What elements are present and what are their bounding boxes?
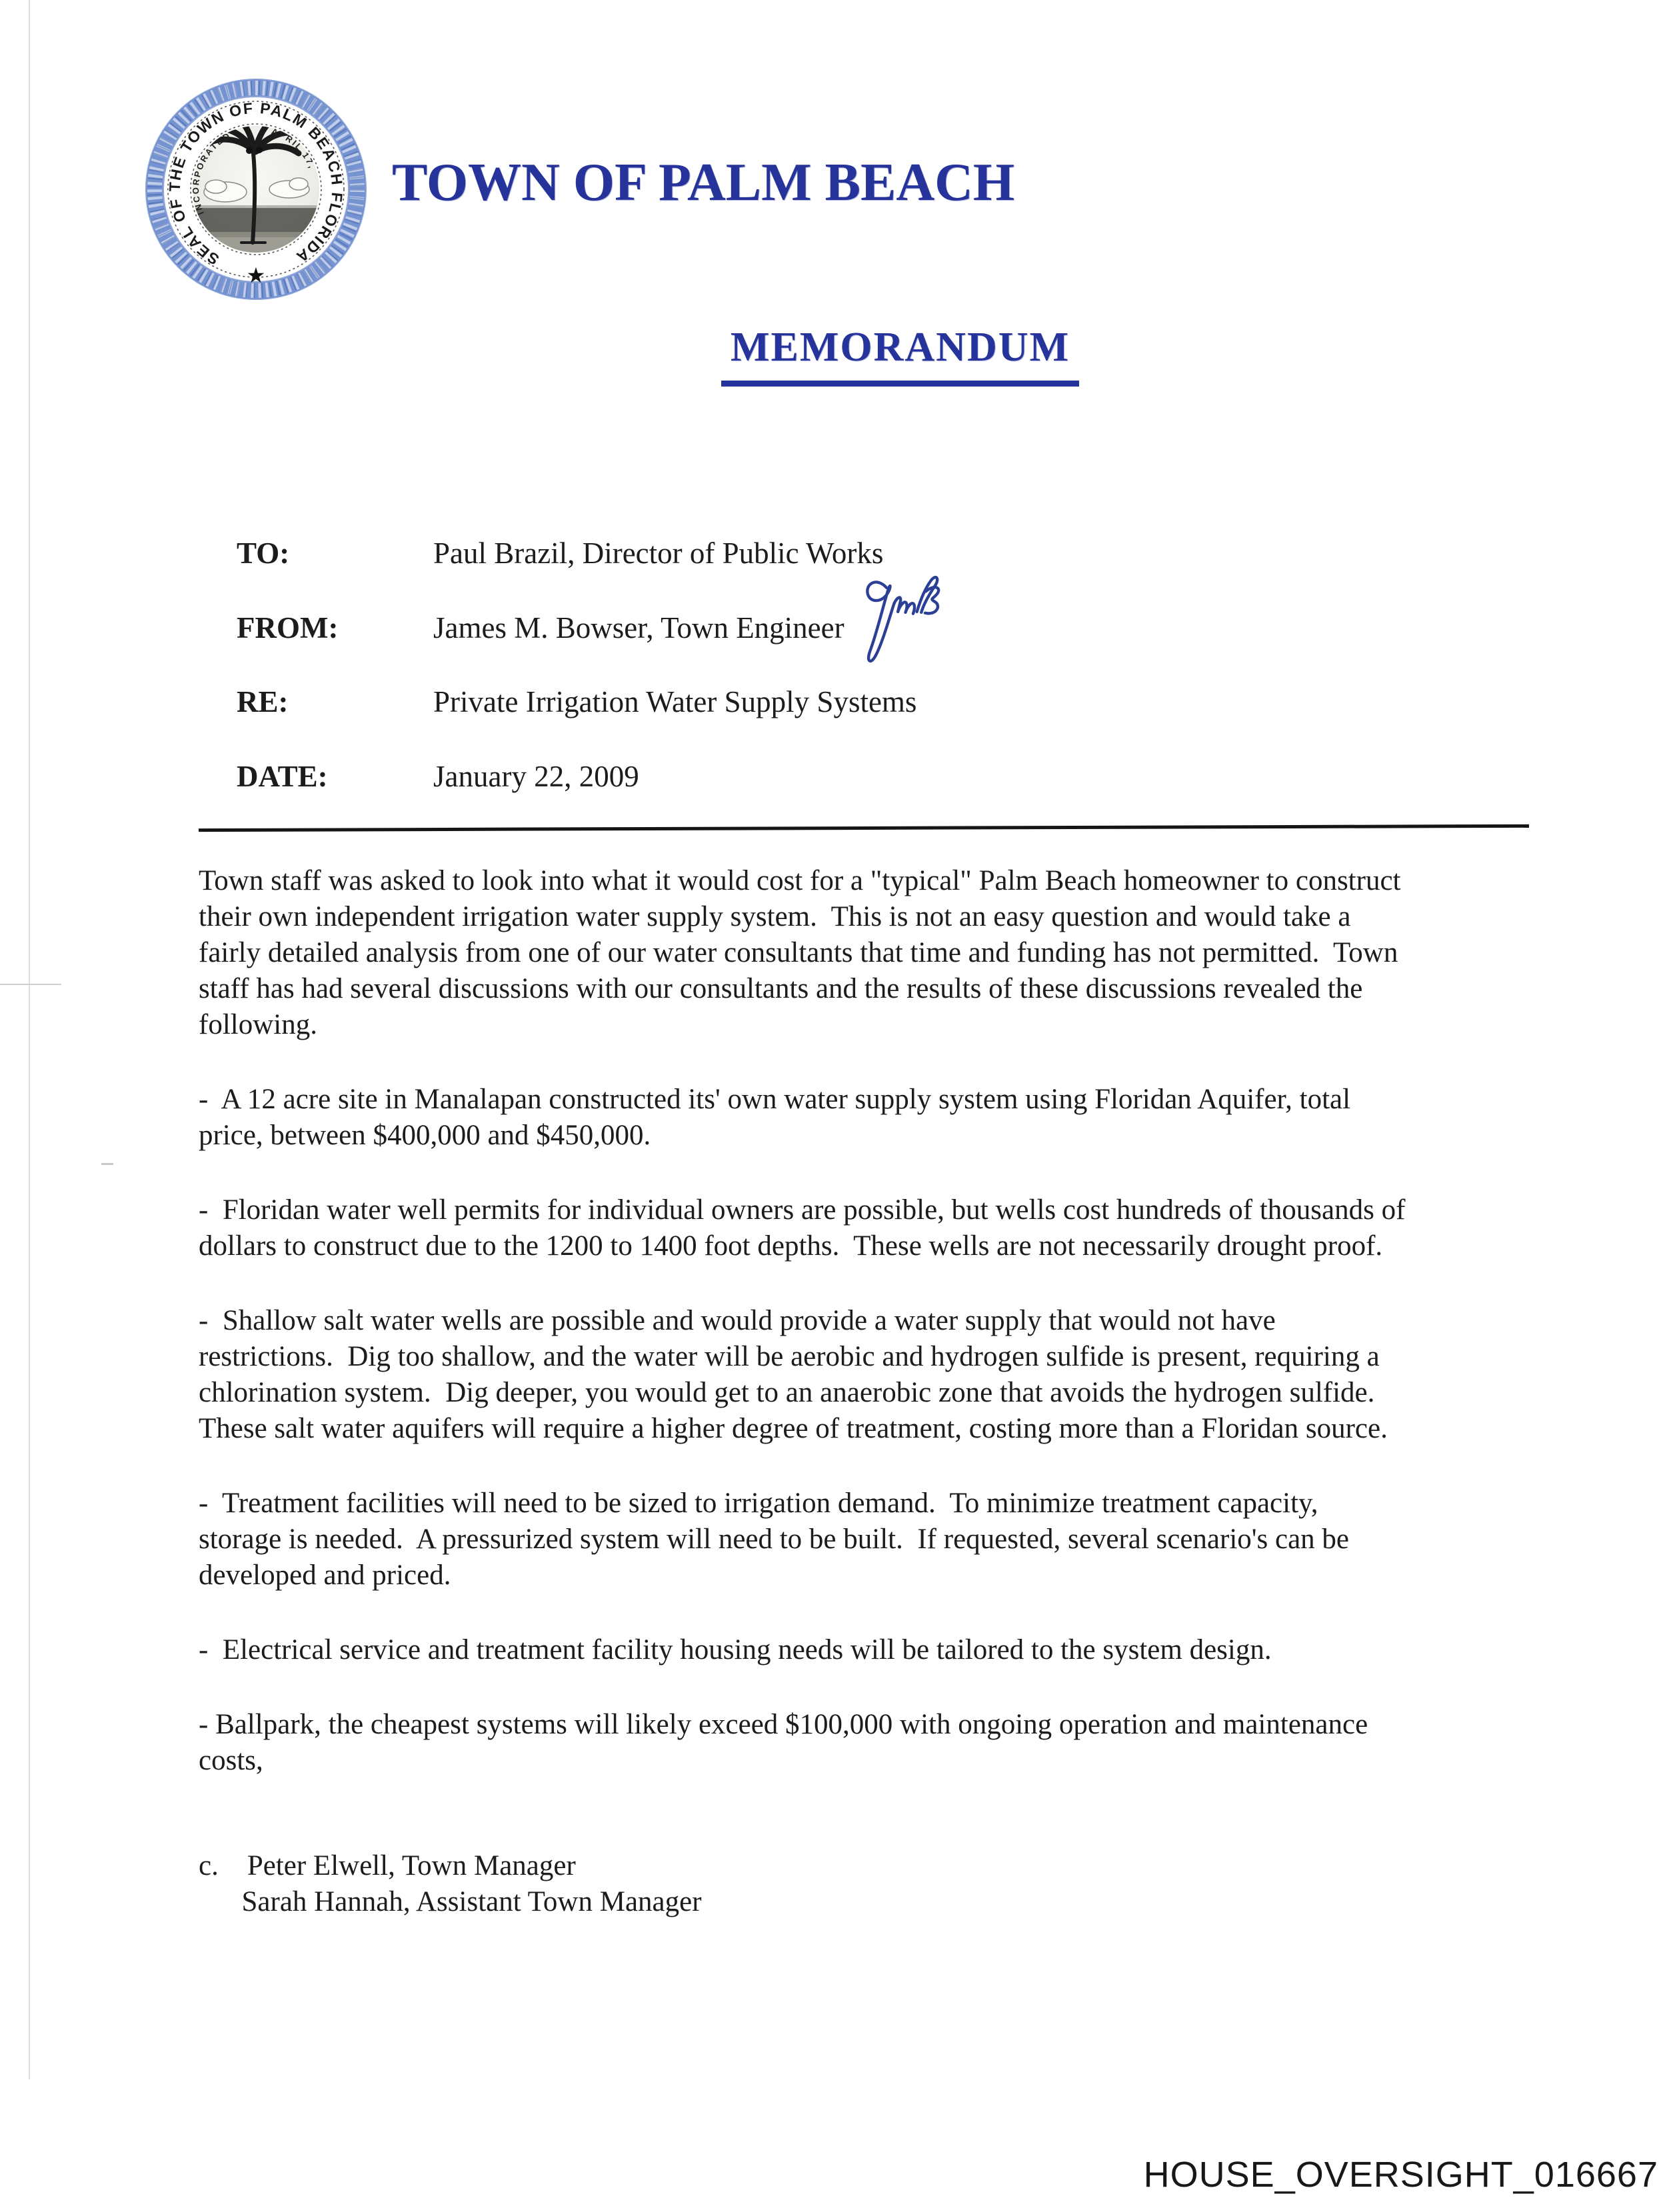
scan-artifact-vertical-line bbox=[29, 0, 30, 2079]
bates-number: HOUSE_OVERSIGHT_016667 bbox=[1143, 2155, 1658, 2195]
memo-title-wrap bbox=[721, 324, 1079, 387]
org-title: TOWN OF PALM BEACH bbox=[392, 153, 1015, 212]
seal-april-text: APRIL 17, bbox=[270, 126, 318, 171]
seal-ring-text: SEAL OF THE TOWN OF PALM BEACH FLORIDA bbox=[165, 99, 347, 269]
bullet-manalapan: - A 12 acre site in Manalapan constructed its' own water supply system using Floridan Aquifer, total price, between $400,000 and $450,000. bbox=[199, 1084, 1351, 1151]
memo-header-fields bbox=[237, 537, 916, 834]
scan-artifact-dash bbox=[101, 1163, 113, 1165]
re-row bbox=[237, 686, 916, 719]
from-value: James M. Bowser, Town Engineer bbox=[433, 610, 844, 644]
bullet-shallow-wells: - Shallow salt water wells are possible and would provide a water supply that would not have restrictions. Dig too shallow, and the water will be aerobic and hydrogen sulfide is present, requiring a chlorination system. Dig deeper, you would get to an anaerobic zone that avoids the hydrogen sulfide. These salt water aquifers will require a higher degree of treatment, costing more than a Floridan source. bbox=[199, 1305, 1388, 1444]
memo-title: MEMORANDUM bbox=[721, 324, 1079, 387]
bullet-ballpark-cost: - Ballpark, the cheapest systems will likely exceed $100,000 with ongoing operation and maintenance costs, bbox=[199, 1709, 1368, 1776]
bullet-treatment-facilities: - Treatment facilities will need to be sized to irrigation demand. To minimize treatment capacity, storage is needed. A pressurized system will need to be built. If requested, several scenario's can be developed and priced. bbox=[199, 1488, 1350, 1591]
to-value: Paul Brazil, Director of Public Works bbox=[433, 537, 884, 570]
seal-incorporated-text: INCORPORATED bbox=[191, 130, 233, 217]
memo-body bbox=[199, 863, 1545, 1959]
date-label: DATE: bbox=[237, 759, 328, 793]
town-seal-logo bbox=[141, 75, 371, 304]
to-label: TO: bbox=[237, 537, 290, 570]
from-label: FROM: bbox=[237, 610, 339, 644]
scan-artifact-horizontal-line bbox=[0, 984, 61, 985]
signature-ink bbox=[861, 570, 962, 676]
seal-star-icon: ★ bbox=[246, 263, 266, 287]
re-label: RE: bbox=[237, 685, 289, 718]
bullet-electrical-service: - Electrical service and treatment facility housing needs will be tailored to the system design. bbox=[199, 1634, 1272, 1665]
to-row bbox=[237, 537, 916, 570]
cc-list: c. Peter Elwell, Town Manager Sarah Hannah, Assistant Town Manager bbox=[199, 1850, 702, 1917]
date-row bbox=[237, 760, 916, 794]
from-row bbox=[237, 612, 916, 645]
intro-paragraph: Town staff was asked to look into what it would cost for a "typical" Palm Beach homeowner to construct their own independent irrigation water supply system. This is not an easy question and would take a fairly detailed analysis from one of our water consultants that time and funding has not permitted. Town staff has had several discussions with our consultants and the results of these discussions revealed the following. bbox=[199, 865, 1401, 1040]
bullet-floridan-permits: - Floridan water well permits for individual owners are possible, but wells cost hundreds of thousands of dollars to construct due to the 1200 to 1400 foot depths. These wells are not necessarily drought proof. bbox=[199, 1194, 1406, 1262]
re-value: Private Irrigation Water Supply Systems bbox=[433, 685, 917, 718]
date-value: January 22, 2009 bbox=[433, 759, 639, 793]
